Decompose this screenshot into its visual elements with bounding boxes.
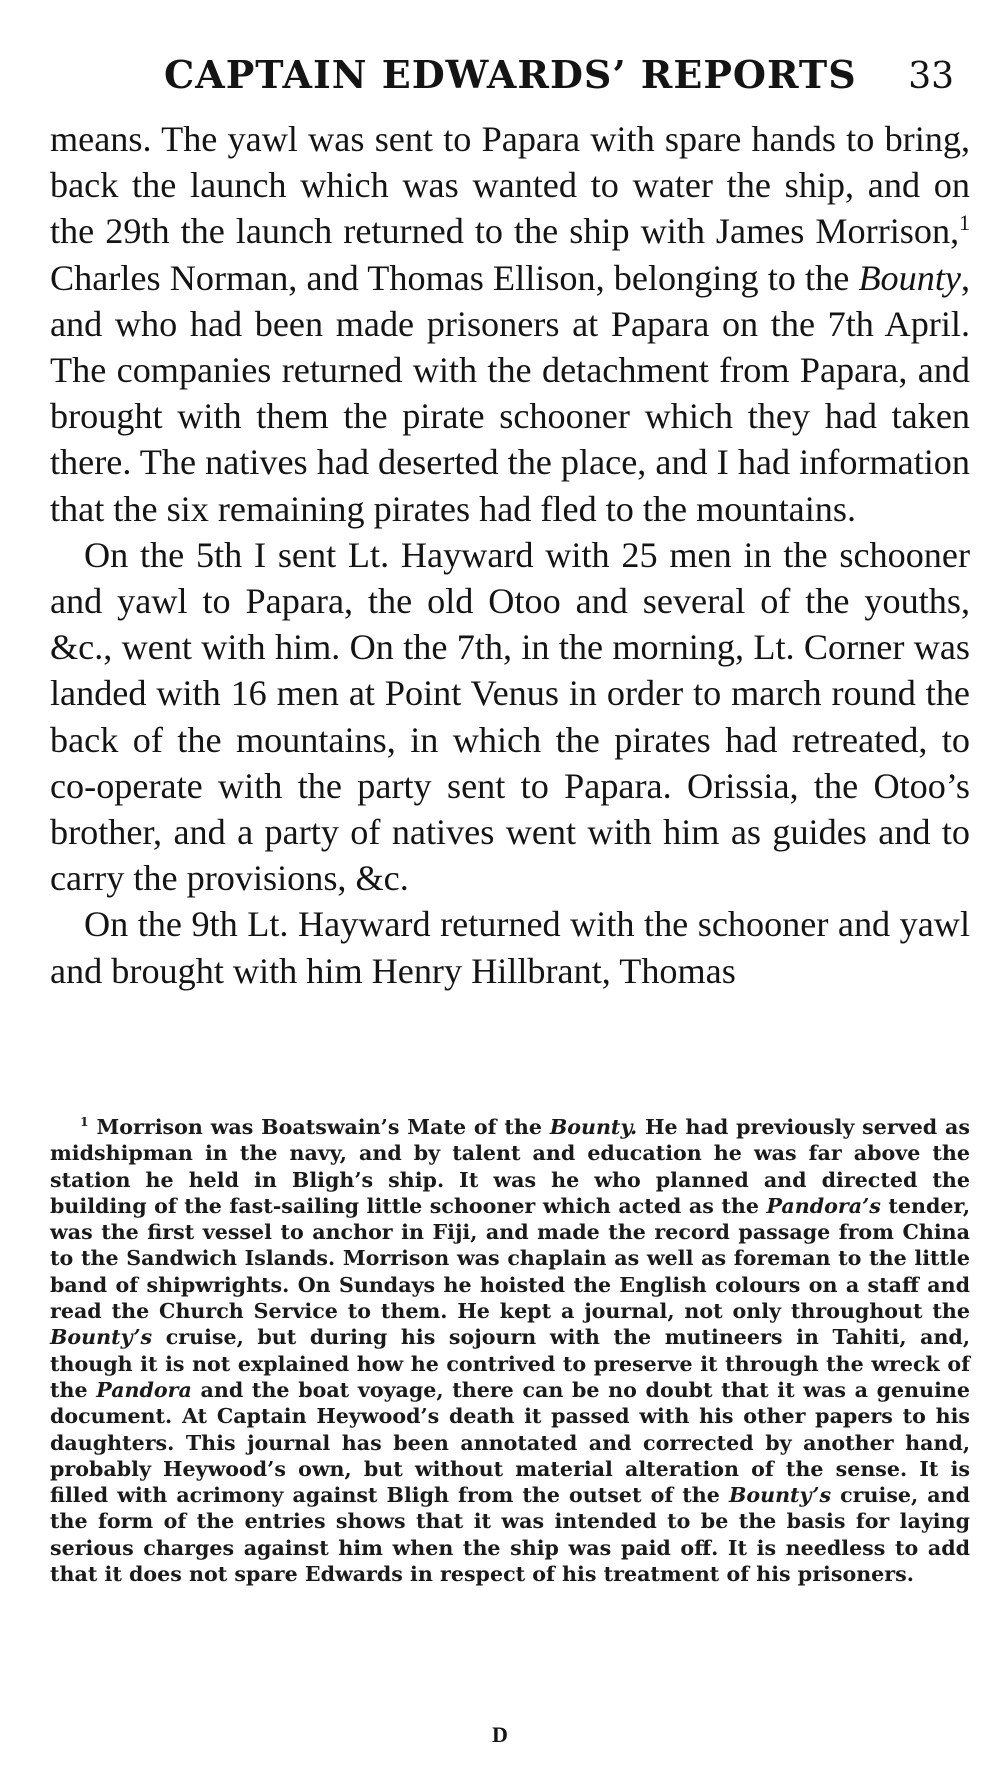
main-text [50, 116, 970, 994]
footnote-text-4: cruise, but during his sojourn with the mutineers in Tahiti, and, though it is not explained how he contrived to preserve it through the wreck of the [50, 1325, 970, 1402]
paragraph-1-part-c: , and who had been made prisoners at Papara on the 7th April. The companies returned with the detachment from Papara, and brought with them the pirate schooner which they had taken there. The natives had deserted the place, and I had information that the six remaining pirates had fled to the mountains. [50, 257, 970, 529]
footnote-text-1: Morrison was Boatswain’s Mate of the [88, 1115, 550, 1139]
page-header [50, 44, 970, 104]
footnote-reference: 1 [959, 211, 970, 236]
paragraph-1-part-b: Charles Norman, and Thomas Ellison, belonging to the [50, 257, 859, 298]
ship-name-bounty: Bounty [858, 257, 961, 298]
footnote-italic-2: Pandora’s [766, 1193, 881, 1218]
footnote-text-3: tender, was the first vessel to anchor in Fiji, and made the record passage from China to the Sandwich Islands. Morrison was chaplain as well as foreman to the little band of shipwrights. On Sundays he hoisted the English colours on a staff and read the Church Service to them. He kept a journal, not only throughout the [50, 1193, 971, 1324]
paragraph-1 [50, 116, 970, 532]
paragraph-2: On the 5th I sent Lt. Hayward with 25 men in the schooner and yawl to Papara, the old Otoo and several of the youths, &c., went with him. On the 7th, in the morning, Lt. Corner was landed with 16 men at Point Venus in order to march round the back of the mountains, in which the pirates had retreated, to co-operate with the party sent to Papara. Orissia, the Otoo’s brother, and a party of natives went with him as guides and to carry the provisions, &c. [50, 534, 970, 899]
paragraph-1-part-a: means. The yawl was sent to Papara with spare hands to bring, back the launch which was wanted to water the ship, and on the 29th the launch returned to the ship with James Morrison, [50, 119, 970, 252]
footnote-italic-4: Pandora [96, 1377, 192, 1402]
page-number: 33 [908, 56, 954, 97]
footnote-text-5: and the boat voyage, there can be no doubt that it was a genuine document. At Captain Heywood’s death it passed with his other papers to his daughters. This journal has been annotated and corrected by another hand, probably Heywood’s own, but without material alteration of the sense. It is filled with acrimony against Bligh from the outset of the [50, 1377, 971, 1508]
footnote-italic-5: Bounty’s [728, 1483, 832, 1508]
paragraph-3: On the 9th Lt. Hayward returned with the schooner and yawl and brought with him Henry Hillbrant, Thomas [50, 904, 970, 991]
running-head: CAPTAIN EDWARDS’ REPORTS [164, 52, 857, 97]
footnote-mark: 1 [80, 1114, 89, 1130]
footnote-italic-3: Bounty’s [50, 1325, 153, 1350]
signature-mark: D [492, 1722, 508, 1747]
footnote-text-6: cruise, and the form of the entries shows that it was intended to be the basis for laying serious charges against him when the ship was paid off. It is needless to add that it does not spare Edwards in respect of his treatment of his prisoners. [50, 1483, 970, 1587]
footnote-1 [50, 1114, 970, 1587]
footnote-block [50, 1114, 970, 1587]
footnote-italic-1: Bounty. [549, 1115, 638, 1139]
footnote-text-2: He had previously served as midshipman in the navy, and by talent and education he was far above the station he held in Bligh’s ship. It was he who planned and directed the building of the fast-sailing little schooner which acted as the [50, 1115, 970, 1218]
